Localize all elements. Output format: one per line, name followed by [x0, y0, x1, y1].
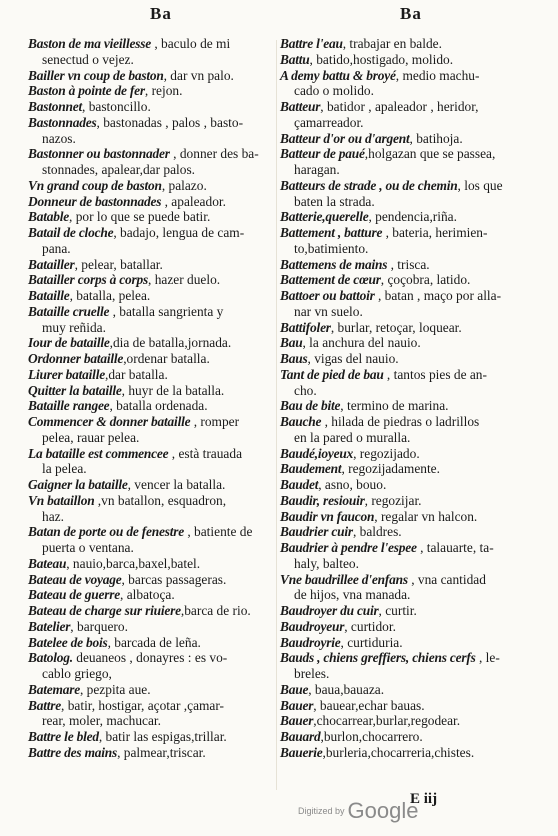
entry-definition: , curtidor.	[344, 618, 396, 634]
entry-headword: Batailler corps à corps	[28, 272, 149, 288]
entry-headword: Bauer	[280, 697, 314, 713]
entry-headword: Battoer ou battoir	[280, 288, 375, 303]
running-head-right: Ba	[400, 4, 422, 23]
left-column	[28, 36, 278, 761]
dictionary-entry	[28, 194, 278, 210]
dictionary-entry	[28, 698, 278, 714]
entry-definition: çamarreador.	[294, 114, 364, 130]
entry-headword: Bataille	[28, 288, 70, 303]
dictionary-entry-continuation	[28, 461, 278, 477]
dictionary-entry	[280, 99, 542, 115]
entry-definition: , batir las espigas,trillar.	[98, 729, 227, 744]
entry-headword: Bastonner ou bastonnader	[28, 146, 170, 162]
entry-definition: , bauear,echar bauas.	[313, 697, 425, 713]
dictionary-entry-continuation	[280, 430, 542, 446]
watermark-brand: Google	[347, 798, 419, 823]
dictionary-entry	[28, 572, 278, 588]
entry-definition: en la pared o muralla.	[294, 429, 411, 445]
dictionary-entry	[280, 446, 542, 462]
dictionary-entry	[280, 367, 542, 383]
dictionary-entry	[28, 682, 278, 698]
dictionary-entry	[280, 178, 542, 194]
entry-definition: , regalar vn halcon.	[374, 508, 478, 524]
entry-headword: Battre le bled	[28, 729, 99, 744]
entry-definition: , bateria, herimien-	[382, 225, 488, 240]
entry-headword: Bailler vn coup de baston	[28, 67, 164, 83]
dictionary-entry	[28, 288, 278, 304]
dictionary-entry	[280, 414, 542, 430]
entry-headword: Batteur	[280, 99, 321, 114]
dictionary-entry	[28, 745, 278, 761]
entry-headword: Battifoler	[280, 319, 331, 335]
entry-headword: Bateau de voyage	[28, 571, 122, 587]
dictionary-entry-continuation	[28, 241, 278, 257]
entry-headword: Bateau de charge sur riuiere	[28, 603, 181, 618]
entry-headword: Baudrier cuir	[280, 524, 353, 540]
dictionary-entry	[28, 635, 278, 651]
dictionary-entry-continuation	[28, 540, 278, 556]
dictionary-entry	[280, 619, 542, 635]
entry-definition: , batidor , apaleador , heridor,	[320, 99, 479, 114]
entry-definition: nar vn suelo.	[294, 303, 363, 319]
entry-definition: , donner des ba-	[169, 146, 259, 162]
entry-definition: , romper	[190, 414, 240, 429]
dictionary-entry-continuation	[280, 666, 542, 682]
entry-definition: ,burlon,chocarrero.	[320, 729, 423, 744]
dictionary-entry-continuation	[280, 304, 542, 320]
entry-definition: ,burleria,chocarreria,chistes.	[322, 744, 475, 760]
entry-headword: Commencer & donner bataille	[28, 414, 191, 429]
entry-headword: Bateau de guerre	[28, 587, 121, 603]
dictionary-entry	[280, 272, 542, 288]
entry-headword: Batailler	[28, 256, 75, 272]
entry-definition: , batir, hostigar, açotar ,çamar-	[61, 697, 225, 713]
dictionary-entry	[28, 178, 278, 194]
entry-headword: Batail de cloche	[28, 225, 114, 240]
dictionary-entry	[28, 68, 278, 84]
dictionary-entry-continuation	[28, 666, 278, 682]
entry-headword: Bauerie	[280, 744, 323, 760]
dictionary-entry-continuation	[280, 83, 542, 99]
entry-definition: , pezpita aue.	[79, 681, 151, 697]
entry-headword: Batteur de paué	[280, 146, 365, 162]
entry-definition: , nauio,barca,baxel,batel.	[66, 555, 201, 571]
entry-headword: Battre l'eau	[280, 36, 343, 51]
entry-definition: , està trauada	[168, 445, 243, 461]
entry-headword: Baudement	[280, 461, 342, 477]
entry-definition: , baua,bauaza.	[308, 681, 385, 697]
dictionary-entry-continuation	[28, 52, 278, 68]
entry-definition: ,barca de rio.	[180, 603, 251, 618]
dictionary-entry-continuation	[280, 194, 542, 210]
entry-definition: ,ordenar batalla.	[123, 351, 210, 366]
dictionary-entry	[280, 288, 542, 304]
dictionary-entry	[28, 99, 278, 115]
dictionary-entry	[280, 398, 542, 414]
entry-headword: Bataille rangee	[28, 398, 110, 414]
entry-definition: ,chocarrear,burlar,regodear.	[313, 713, 461, 729]
entry-definition: haly, balteo.	[294, 555, 359, 571]
entry-definition: to,batimiento.	[294, 240, 369, 256]
dictionary-entry	[28, 367, 278, 383]
entry-definition: , barcada de leña.	[107, 634, 201, 650]
dictionary-entry	[280, 351, 542, 367]
entry-definition: cho.	[294, 382, 317, 398]
entry-headword: Liurer bataille	[28, 366, 105, 382]
entry-headword: Batterie,querelle	[280, 209, 369, 225]
entry-definition: , barquero.	[70, 618, 128, 634]
entry-definition: , hazer duelo.	[148, 272, 221, 288]
entry-headword: Bastonnet	[28, 99, 83, 114]
entry-definition: , vna cantidad	[407, 571, 486, 587]
entry-headword: Bauche	[280, 414, 322, 429]
entry-definition: , huyr de la batalla.	[121, 382, 225, 398]
entry-definition: pana.	[42, 240, 71, 256]
entry-definition: ,vn batallon, esquadron,	[94, 492, 227, 508]
entry-headword: Baue	[280, 681, 309, 697]
dictionary-entry-continuation	[28, 131, 278, 147]
entry-headword: Bauds , chiens greffiers, chiens cerfs	[280, 650, 476, 666]
entry-definition: la pelea.	[42, 461, 87, 477]
entry-headword: Vn bataillon	[28, 492, 95, 508]
dictionary-entry-continuation	[28, 320, 278, 336]
entry-headword: Batteur d'or ou d'argent	[280, 130, 410, 146]
entry-headword: Baudroyeur	[280, 618, 345, 634]
dictionary-entry-continuation	[280, 115, 542, 131]
entry-definition: , batido,hostigado, molido.	[309, 51, 454, 67]
entry-headword: Batable	[28, 209, 70, 225]
dictionary-entry	[280, 68, 542, 84]
entry-headword: Gaigner la bataille	[28, 477, 128, 492]
dictionary-entry	[280, 209, 542, 225]
entry-definition: , curtiduria.	[340, 634, 403, 650]
entry-definition: pelea, rauar pelea.	[42, 429, 140, 445]
entry-definition: , batihoja.	[409, 130, 463, 146]
entry-definition: , regozijado.	[353, 445, 420, 461]
entry-headword: Battre	[28, 697, 62, 713]
dictionary-entry	[280, 477, 542, 493]
dictionary-entry	[280, 603, 542, 619]
entry-headword: Vne baudrillee d'enfans	[280, 571, 408, 587]
dictionary-entry-continuation	[280, 383, 542, 399]
entry-definition: , barcas passageras.	[121, 571, 227, 587]
dictionary-entry	[28, 335, 278, 351]
dictionary-entry-continuation	[28, 509, 278, 525]
entry-definition: ,dar batalla.	[104, 366, 168, 382]
dictionary-entry	[28, 304, 278, 320]
entry-headword: Ordonner bataille	[28, 351, 124, 366]
dictionary-entry	[280, 461, 542, 477]
entry-headword: Baudroyer du cuir	[280, 603, 379, 618]
dictionary-entry	[28, 556, 278, 572]
entry-definition: cablo griego,	[42, 666, 112, 681]
entry-definition: , palmear,triscar.	[117, 744, 206, 760]
signature-mark: E iij	[410, 791, 438, 807]
entry-headword: Batelee de bois	[28, 634, 108, 650]
entry-headword: Baudet	[280, 477, 319, 492]
dictionary-entry	[280, 713, 542, 729]
entry-definition: , batalla ordenada.	[109, 398, 208, 414]
entry-definition: deuaneos , donayres : es vo-	[72, 650, 228, 666]
dictionary-entry	[28, 446, 278, 462]
entry-definition: , regozijadamente.	[341, 461, 440, 477]
entry-definition: , los que	[457, 177, 503, 193]
dictionary-entry	[28, 524, 278, 540]
entry-definition: ,holgazan que se passea,	[364, 146, 496, 162]
dictionary-entry	[280, 335, 542, 351]
entry-headword: Donneur de bastonnades	[28, 193, 162, 209]
entry-definition: , bastonadas , palos , basto-	[96, 114, 244, 130]
entry-definition: , curtir.	[378, 603, 417, 618]
entry-definition: , pendencia,riña.	[368, 209, 457, 225]
entry-definition: , vigas del nauio.	[307, 351, 399, 366]
entry-headword: Bauer	[280, 713, 314, 729]
entry-headword: Baston à pointe de fer	[28, 83, 145, 99]
dictionary-entry	[280, 698, 542, 714]
dictionary-entry	[280, 225, 542, 241]
entry-definition: breles.	[294, 666, 330, 681]
running-head-left: Ba	[150, 4, 172, 23]
dictionary-entry	[28, 146, 278, 162]
entry-definition: , batan , maço por alla-	[374, 288, 502, 303]
dictionary-entry	[280, 131, 542, 147]
entry-definition: haragan.	[294, 162, 340, 177]
entry-headword: Bau de bite	[280, 398, 341, 414]
entry-definition: , trisca.	[387, 256, 430, 272]
entry-definition: , talauarte, ta-	[416, 540, 494, 555]
entry-definition: , regozijar.	[364, 492, 422, 508]
entry-headword: Battemens de mains	[280, 256, 388, 272]
dictionary-entry	[280, 682, 542, 698]
right-column	[280, 36, 542, 761]
entry-definition: , trabajar en balde.	[342, 36, 442, 51]
entry-definition: puerta o ventana.	[42, 540, 134, 555]
entry-headword: Vn grand coup de baston	[28, 177, 162, 193]
dictionary-entry	[28, 257, 278, 273]
dictionary-entry	[28, 414, 278, 430]
dictionary-entry	[28, 619, 278, 635]
dictionary-entry	[280, 146, 542, 162]
entry-definition: , batalla sangrienta y	[109, 303, 224, 319]
dictionary-entry	[280, 572, 542, 588]
entry-definition: nazos.	[42, 130, 76, 146]
entry-headword: Bataille cruelle	[28, 303, 110, 319]
dictionary-entry	[280, 52, 542, 68]
dictionary-entry	[28, 83, 278, 99]
entry-headword: Tant de pied de bau	[280, 366, 384, 382]
dictionary-entry	[280, 509, 542, 525]
entry-headword: Iour de bataille	[28, 335, 110, 351]
entry-definition: senectud o vejez.	[42, 51, 134, 67]
dictionary-entry	[280, 729, 542, 745]
entry-definition: , batiente de	[184, 524, 253, 540]
entry-headword: Baudrier à pendre l'espee	[280, 540, 417, 555]
dictionary-entry	[28, 603, 278, 619]
dictionary-entry-continuation	[28, 430, 278, 446]
entry-definition: , dar vn palo.	[163, 67, 234, 83]
entry-definition: stonnades, apalear,dar palos.	[42, 162, 196, 177]
entry-definition: muy reñida.	[42, 319, 106, 335]
entry-headword: Bauard	[280, 729, 321, 744]
entry-definition: , bastoncillo.	[82, 99, 151, 114]
entry-headword: A demy battu & broyé	[280, 67, 396, 83]
entry-headword: Quitter la bataille	[28, 382, 122, 398]
dictionary-entry-continuation	[28, 162, 278, 178]
entry-definition: , tantos pies de an-	[383, 366, 487, 382]
dictionary-entry	[28, 272, 278, 288]
entry-definition: , vencer la batalla.	[127, 477, 226, 492]
entry-definition: baten la strada.	[294, 193, 375, 209]
entry-headword: Baudir, resiouir	[280, 492, 365, 508]
dictionary-entry	[28, 729, 278, 745]
entry-headword: Batolog.	[28, 650, 73, 666]
entry-headword: Baston de ma vieillesse	[28, 36, 151, 51]
entry-headword: Baudroyrie	[280, 634, 341, 650]
entry-definition: cado o molido.	[294, 83, 374, 99]
dictionary-entry	[28, 209, 278, 225]
entry-definition: , apaleador.	[161, 193, 226, 209]
entry-headword: Battement de cœur	[280, 272, 381, 288]
dictionary-entry	[280, 257, 542, 273]
entry-definition: ,dia de batalla,jornada.	[109, 335, 232, 351]
entry-definition: , çoçobra, latido.	[380, 272, 471, 288]
dictionary-entry	[28, 493, 278, 509]
entry-definition: , baldres.	[352, 524, 402, 540]
entry-definition: , burlar, retoçar, loquear.	[330, 319, 462, 335]
entry-headword: Bau	[280, 335, 303, 351]
entry-definition: , hilada de piedras o ladrillos	[321, 414, 480, 429]
dictionary-entry-continuation	[280, 162, 542, 178]
entry-headword: Baudir vn faucon	[280, 508, 375, 524]
entry-definition: , batalla, pelea.	[69, 288, 151, 303]
entry-headword: Batelier	[28, 618, 71, 634]
entry-definition: , asno, bouo.	[318, 477, 387, 492]
dictionary-entry	[28, 115, 278, 131]
entry-headword: Baus	[280, 351, 308, 366]
dictionary-entry	[280, 524, 542, 540]
dictionary-entry	[280, 745, 542, 761]
dictionary-entry	[28, 587, 278, 603]
entry-definition: , la anchura del nauio.	[302, 335, 421, 351]
dictionary-entry	[28, 477, 278, 493]
dictionary-entry	[280, 493, 542, 509]
entry-definition: haz.	[42, 508, 64, 524]
dictionary-entry-continuation	[28, 713, 278, 729]
dictionary-entry	[28, 383, 278, 399]
entry-headword: Batemare	[28, 681, 80, 697]
entry-definition: , rejon.	[144, 83, 183, 99]
entry-definition: de hijos, vna manada.	[294, 587, 411, 603]
entry-headword: Bastonnades	[28, 114, 97, 130]
dictionary-entry	[28, 351, 278, 367]
entry-headword: Baudé,ioyeux	[280, 445, 354, 461]
dictionary-entry-continuation	[280, 241, 542, 257]
dictionary-entry	[28, 36, 278, 52]
entry-definition: , palazo.	[161, 177, 207, 193]
dictionary-entry-continuation	[280, 587, 542, 603]
entry-definition: , por lo que se puede batir.	[69, 209, 211, 225]
entry-definition: , albatoça.	[120, 587, 175, 603]
entry-headword: Bateau	[28, 555, 67, 571]
entry-definition: , baculo de mi	[150, 36, 231, 51]
dictionary-entry	[280, 635, 542, 651]
entry-headword: Battement , batture	[280, 225, 383, 240]
entry-definition: , termino de marina.	[340, 398, 449, 414]
digitized-by-google-watermark	[298, 798, 418, 824]
entry-headword: Battu	[280, 51, 310, 67]
entry-headword: Batan de porte ou de fenestre	[28, 524, 184, 540]
watermark-prefix: Digitized by	[298, 806, 345, 816]
dictionary-entry	[280, 650, 542, 666]
dictionary-entry	[280, 540, 542, 556]
entry-definition: , badajo, lengua de cam-	[113, 225, 245, 240]
entry-definition: , le-	[475, 650, 500, 666]
dictionary-entry-continuation	[280, 556, 542, 572]
entry-headword: Batteurs de strade , ou de chemin	[280, 177, 458, 193]
dictionary-entry	[28, 650, 278, 666]
entry-headword: Battre des mains	[28, 744, 118, 760]
dictionary-entry	[280, 320, 542, 336]
entry-definition: rear, moler, machucar.	[42, 713, 162, 729]
entry-definition: , medio machu-	[395, 67, 480, 83]
dictionary-entry	[28, 398, 278, 414]
dictionary-entry	[280, 36, 542, 52]
entry-headword: La bataille est commencee	[28, 445, 169, 461]
dictionary-entry	[28, 225, 278, 241]
entry-definition: , pelear, batallar.	[74, 256, 163, 272]
